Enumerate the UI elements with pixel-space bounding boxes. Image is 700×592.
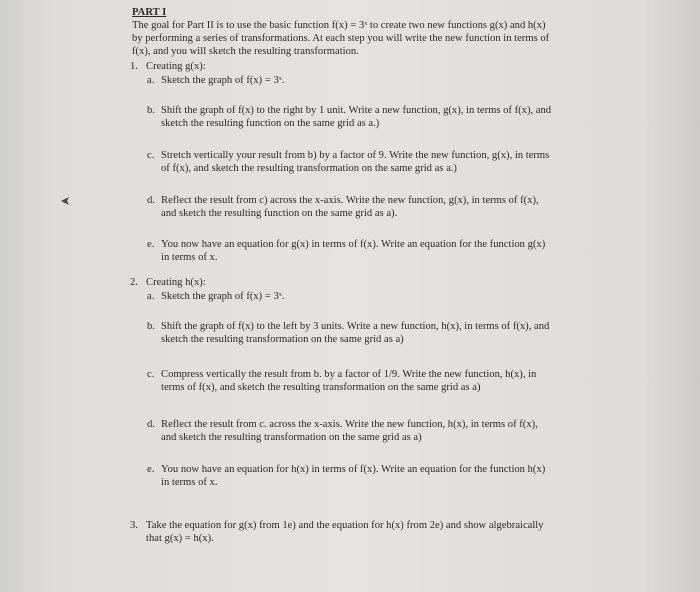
step-label: a.: [147, 75, 155, 86]
intro-paragraph: The goal for Part II is to use the basic function f(x) = 3ˣ to create two new functions g(x) and h(x) by performing a series of transformations. At each step you will write the new function in terms of f(x), and you will sketch the resulting transformation.: [132, 20, 550, 57]
section-title: Creating h(x):: [146, 277, 206, 288]
step-label: d.: [147, 195, 155, 206]
step-text: Shift the graph of f(x) to the right by 1 unit. Write a new function, g(x), in terms of f(x), and sketch the resulting function on the same grid as a.): [161, 105, 552, 129]
step-item: [147, 149, 552, 175]
step-item: [147, 320, 552, 346]
section-number: 2.: [130, 277, 138, 288]
section-title: Take the equation for g(x) from 1e) and the equation for h(x) from 2e) and show algebraically that g(x) = h(x).: [146, 520, 544, 544]
step-text: Shift the graph of f(x) to the left by 3 units. Write a new function, h(x), in terms of f(x), and sketch the resulting transformation on the same grid as a): [161, 321, 550, 345]
step-item: [147, 194, 552, 220]
section-3: [132, 519, 552, 545]
section-1: [132, 60, 552, 264]
step-item: [147, 463, 552, 489]
step-label: e.: [147, 464, 155, 475]
step-item: [147, 74, 552, 87]
section-number: 1.: [130, 61, 138, 72]
step-label: c.: [147, 369, 155, 380]
step-item: [147, 290, 552, 303]
part-heading: PART I: [132, 7, 167, 18]
section-title: Creating g(x):: [146, 61, 206, 72]
step-label: b.: [147, 105, 155, 116]
step-text: You now have an equation for h(x) in terms of f(x). Write an equation for the function h(x) in terms of x.: [161, 464, 546, 488]
step-label: a.: [147, 291, 155, 302]
step-text: Compress vertically the result from b. by a factor of 1/9. Write the new function, h(x), in terms of f(x), and sketch the resulting transformation on the same grid as a): [161, 369, 537, 393]
step-label: b.: [147, 321, 155, 332]
section-number: 3.: [130, 520, 138, 531]
step-text: You now have an equation for g(x) in terms of f(x). Write an equation for the function g(x) in terms of x.: [161, 239, 546, 263]
worksheet: [132, 6, 552, 545]
step-label: c.: [147, 150, 155, 161]
step-text: Reflect the result from c. across the x-axis. Write the new function, h(x), in terms of f(x), and sketch the resulting transformation on the same grid as a): [161, 419, 538, 443]
step-text: Sketch the graph of f(x) = 3ˣ.: [161, 291, 285, 302]
step-item: [147, 104, 552, 130]
step-label: d.: [147, 419, 155, 430]
step-item: [147, 418, 552, 444]
step-label: e.: [147, 239, 155, 250]
step-text: Reflect the result from c) across the x-axis. Write the new function, g(x), in terms of f(x), and sketch the resulting function on the same grid as a).: [161, 195, 539, 219]
mouse-cursor-icon: [60, 196, 70, 206]
step-text: Sketch the graph of f(x) = 3ˣ.: [161, 75, 285, 86]
step-text: Stretch vertically your result from b) by a factor of 9. Write the new function, g(x), in terms of f(x), and sketch the resulting transformation on the same grid as a.): [161, 150, 550, 174]
step-item: [147, 368, 552, 394]
section-2: [132, 276, 552, 489]
step-item: [147, 238, 552, 264]
